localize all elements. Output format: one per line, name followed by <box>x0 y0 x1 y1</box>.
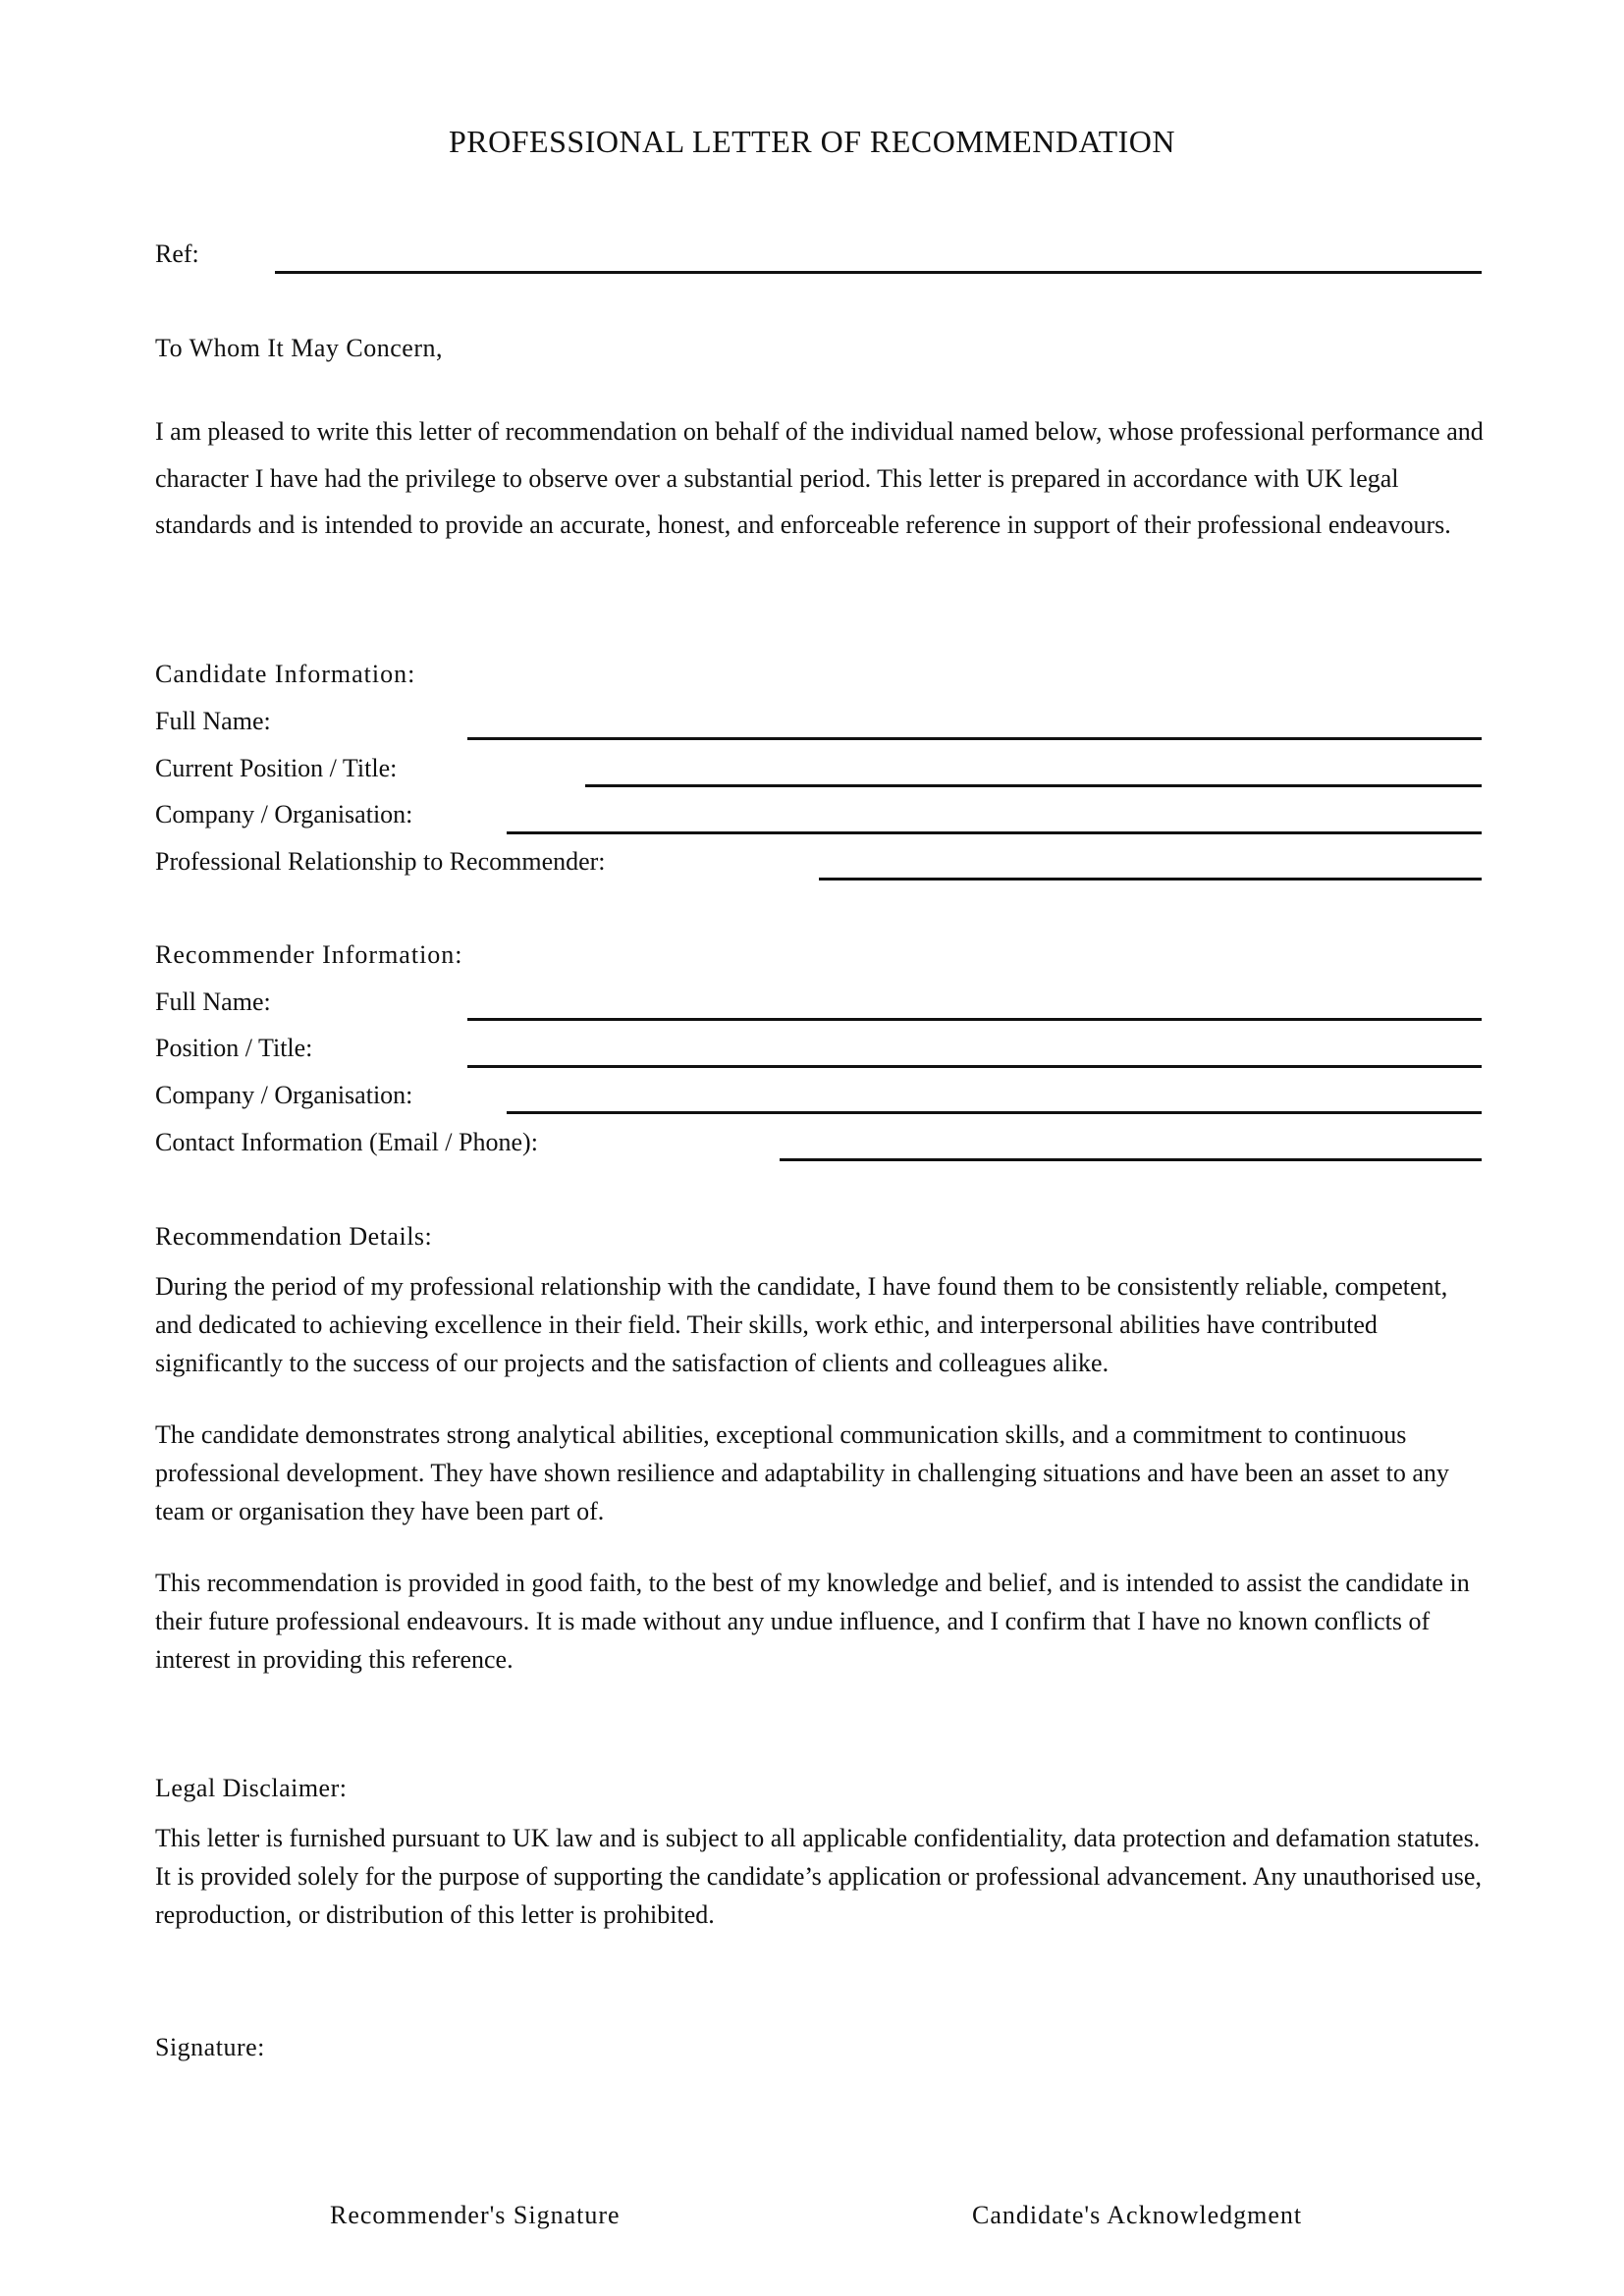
candidate-full-name-field[interactable] <box>467 737 1482 740</box>
ref-field-line[interactable] <box>275 271 1482 274</box>
recommender-company-label: Company / Organisation: <box>155 1081 413 1109</box>
details-paragraph-2: The candidate demonstrates strong analytical abilities, exceptional communication skills, and a commitment to continuous professional development. They have shown resilience and adaptability in challenging situations and have been an asset to any team or organisation they have been part of. <box>155 1420 1449 1525</box>
recommender-heading: Recommender Information: <box>155 940 463 969</box>
candidate-company-field[interactable] <box>507 831 1482 834</box>
details-paragraph-1: During the period of my professional relationship with the candidate, I have found them to be consistently reliable, competent, and dedicated to achieving excellence in their field. Their skills, work ethic, and interpersonal abilities have contributed significantly to the success of our projects and the satisfaction of clients and colleagues alike. <box>155 1272 1448 1377</box>
recommender-position-field[interactable] <box>467 1065 1482 1068</box>
ref-label: Ref: <box>155 240 199 268</box>
candidate-position-label: Current Position / Title: <box>155 754 398 782</box>
recommender-position-label: Position / Title: <box>155 1034 313 1062</box>
salutation: To Whom It May Concern, <box>155 334 443 362</box>
recommender-company-field[interactable] <box>507 1111 1482 1114</box>
candidate-acknowledgment-label: Candidate's Acknowledgment <box>972 2201 1303 2229</box>
page-title: PROFESSIONAL LETTER OF RECOMMENDATION <box>448 124 1175 159</box>
recommender-signature-label: Recommender's Signature <box>330 2201 621 2229</box>
details-paragraph-3: This recommendation is provided in good faith, to the best of my knowledge and belief, and is intended to assist the candidate in their future professional endeavours. It is made without any undue influence, and I confirm that I have no known conflicts of interest in providing this reference. <box>155 1569 1470 1674</box>
recommender-full-name-label: Full Name: <box>155 988 271 1016</box>
candidate-full-name-label: Full Name: <box>155 707 271 735</box>
candidate-relationship-field[interactable] <box>819 878 1482 881</box>
candidate-relationship-label: Professional Relationship to Recommender: <box>155 847 606 876</box>
candidate-company-label: Company / Organisation: <box>155 800 413 828</box>
candidate-position-field[interactable] <box>585 784 1482 787</box>
recommender-contact-field[interactable] <box>780 1158 1482 1161</box>
intro-paragraph: I am pleased to write this letter of recommendation on behalf of the individual named below, whose professional performance and character I have had the privilege to observe over a substantial period. This letter is prepared in accordance with UK legal standards and is intended to provide an accurate, honest, and enforceable reference in support of their professional endeavours. <box>155 417 1484 539</box>
disclaimer-paragraph: This letter is furnished pursuant to UK law and is subject to all applicable confidentiality, data protection and defamation statutes. It is provided solely for the purpose of supporting the candidate’s application or professional advancement. Any unauthorised use, reproduction, or distribution of this letter is prohibited. <box>155 1824 1482 1929</box>
details-heading: Recommendation Details: <box>155 1222 433 1251</box>
recommender-full-name-field[interactable] <box>467 1018 1482 1021</box>
candidate-heading: Candidate Information: <box>155 660 416 688</box>
signature-heading: Signature: <box>155 2033 265 2061</box>
recommender-contact-label: Contact Information (Email / Phone): <box>155 1128 538 1156</box>
disclaimer-heading: Legal Disclaimer: <box>155 1774 348 1802</box>
